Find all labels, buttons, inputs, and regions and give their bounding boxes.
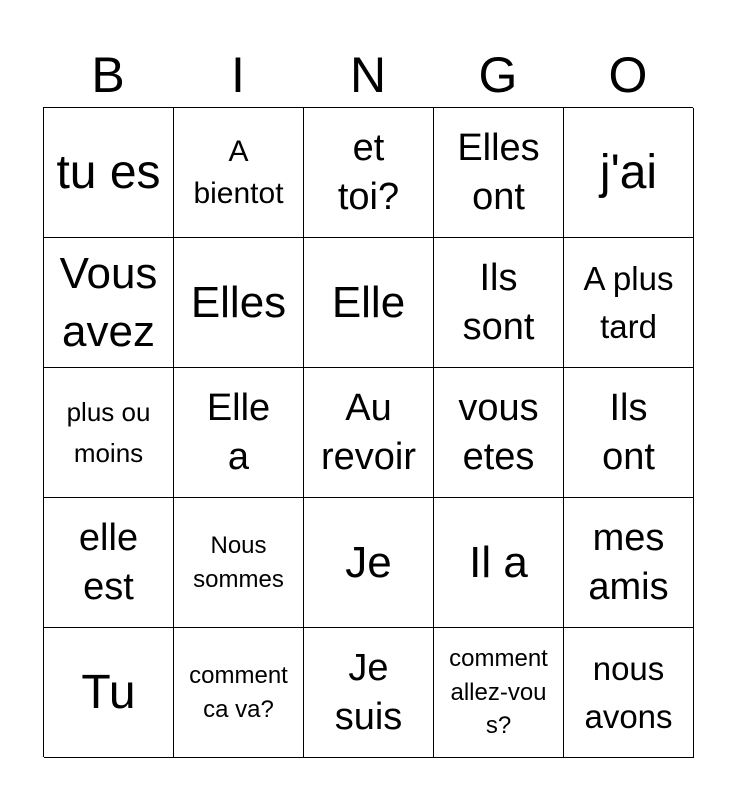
- bingo-header: [43, 44, 693, 106]
- header-letter-g: G: [478, 47, 518, 103]
- bingo-cell[interactable]: [174, 108, 304, 238]
- bingo-cell[interactable]: [304, 108, 434, 238]
- header-letter-o: O: [608, 47, 648, 103]
- bingo-cell[interactable]: [434, 368, 564, 498]
- bingo-cell[interactable]: [434, 628, 564, 758]
- bingo-cell[interactable]: [434, 108, 564, 238]
- cell-text: Au revoir: [320, 387, 417, 478]
- cell-text: et toi?: [337, 127, 400, 218]
- cell-text: A bientot: [193, 134, 284, 210]
- cell-text: Je suis: [334, 647, 403, 738]
- cell-text: mes amis: [588, 517, 669, 608]
- bingo-cell[interactable]: [44, 498, 174, 628]
- bingo-cell[interactable]: [304, 238, 434, 368]
- cell-text: Ils sont: [462, 257, 535, 348]
- bingo-cell[interactable]: [44, 628, 174, 758]
- header-letter-i: I: [231, 47, 245, 103]
- cell-text: j'ai: [599, 145, 658, 199]
- bingo-cell[interactable]: [564, 628, 694, 758]
- cell-text: Ils ont: [602, 387, 655, 478]
- bingo-cell[interactable]: [564, 108, 694, 238]
- header-letter-n: N: [349, 47, 387, 103]
- cell-text: comment allez-vous?: [449, 645, 548, 740]
- bingo-cell[interactable]: [174, 498, 304, 628]
- bingo-cell[interactable]: [564, 238, 694, 368]
- cell-text: Elles ont: [457, 127, 540, 218]
- bingo-cell[interactable]: [564, 368, 694, 498]
- cell-text: Elle: [331, 277, 406, 327]
- cell-text: Il a: [469, 537, 528, 587]
- cell-text: Tu: [81, 665, 136, 719]
- cell-text: nous avons: [584, 649, 673, 735]
- bingo-cell[interactable]: [434, 238, 564, 368]
- cell-text: Elle a: [206, 387, 271, 478]
- cell-text: Nous sommes: [193, 531, 284, 593]
- cell-text: comment ca va?: [189, 661, 288, 723]
- bingo-cell[interactable]: [434, 498, 564, 628]
- bingo-cell[interactable]: [564, 498, 694, 628]
- cell-text: Vous avez: [59, 249, 158, 356]
- cell-text: plus ou moins: [66, 397, 151, 468]
- header-letter-b: B: [91, 47, 125, 103]
- bingo-cell[interactable]: [44, 368, 174, 498]
- cell-text: vous etes: [458, 387, 539, 478]
- bingo-cell[interactable]: [304, 498, 434, 628]
- bingo-cell[interactable]: [304, 368, 434, 498]
- cell-text: Elles: [190, 277, 287, 327]
- bingo-cell[interactable]: [44, 108, 174, 238]
- bingo-cell[interactable]: [304, 628, 434, 758]
- bingo-cell[interactable]: [174, 628, 304, 758]
- cell-text: elle est: [78, 517, 139, 608]
- bingo-cell[interactable]: [174, 238, 304, 368]
- bingo-board: [43, 107, 693, 757]
- bingo-cell[interactable]: [44, 238, 174, 368]
- cell-text: Je: [345, 537, 392, 587]
- cell-text: A plus tard: [583, 259, 674, 345]
- cell-text: tu es: [56, 145, 161, 199]
- bingo-cell[interactable]: [174, 368, 304, 498]
